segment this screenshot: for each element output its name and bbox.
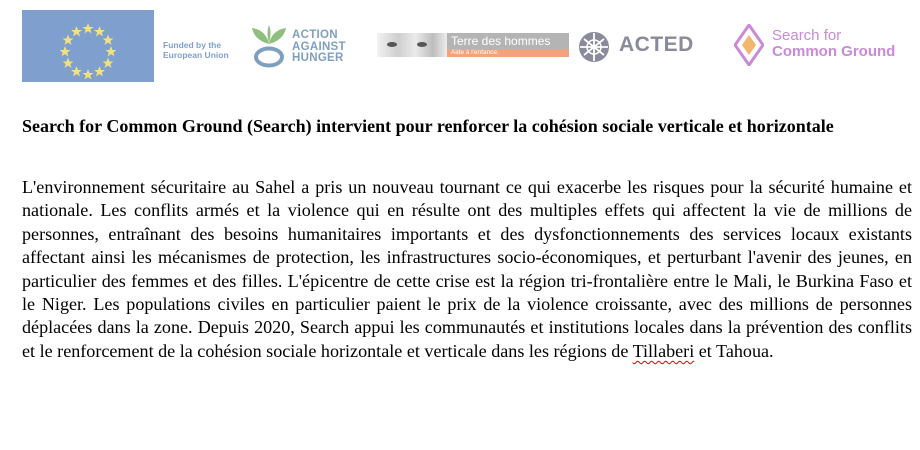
search-for-common-ground-diamond-icon bbox=[734, 24, 764, 66]
body-text-main: L'environnement sécuritaire au Sahel a pris un nouveau tournant ce qui exacerbe les risques pour la sécurité humaine et nationale. Les conflits armés et la violence qui en résulte ont des multiples effets qui affectent la vie de millions de personnes, entraînant des besoins humanitaires importants et des dysfonctionnements des services locaux existants affectant ainsi les mécanismes de protection, les infrastructures socio-économiques, et perturbant l'avenir des jeunes, en particulier des femmes et des filles. L'épicentre de cette crise est la région tri-frontalière entre le Mali, le Burkina Faso et le Niger. Les populations civiles en particulier paient le prix de la violence croissante, avec des millions de personnes déplacées dans la zone. Depuis 2020, Search appui les communautés et institutions locales dans la prévention des conflits et le renforcement de la cohésion sociale horizontale et verticale dans les régions de bbox=[22, 177, 912, 361]
eu-funding-label: Funded by the European Union bbox=[163, 40, 229, 60]
acted-logo-text: ACTED bbox=[619, 33, 694, 56]
tdh-tagline: Aide à l'enfance. bbox=[447, 49, 569, 57]
eu-flag-logo bbox=[22, 10, 154, 82]
aah-line-3: HUNGER bbox=[292, 52, 344, 64]
tdh-name: Terre des hommes bbox=[451, 34, 551, 48]
sfcg-line-2: Common Ground bbox=[772, 43, 896, 60]
document-body-paragraph bbox=[22, 176, 912, 363]
aah-line-1: ACTION bbox=[292, 29, 338, 41]
search-for-common-ground-logo-text bbox=[772, 28, 895, 60]
action-against-hunger-leaf-icon bbox=[250, 24, 288, 68]
terre-des-hommes-photo bbox=[377, 33, 447, 57]
action-against-hunger-logo-text bbox=[292, 30, 346, 65]
acted-globe-icon bbox=[577, 30, 611, 64]
body-text-end: et Tahoua. bbox=[694, 340, 774, 361]
eye-icon bbox=[387, 42, 397, 47]
terre-des-hommes-logo bbox=[447, 33, 569, 57]
sfcg-line-1: Search for bbox=[772, 27, 842, 44]
document-title: Search for Common Ground (Search) intervient pour renforcer la cohésion sociale verticale et horizontale bbox=[22, 116, 834, 136]
eye-icon bbox=[417, 42, 427, 47]
eu-stars-icon bbox=[22, 10, 154, 82]
aah-line-2: AGAINST bbox=[292, 40, 346, 53]
partner-logo-strip bbox=[0, 0, 920, 90]
spellcheck-flagged-word[interactable]: Tillaberi bbox=[632, 340, 695, 361]
